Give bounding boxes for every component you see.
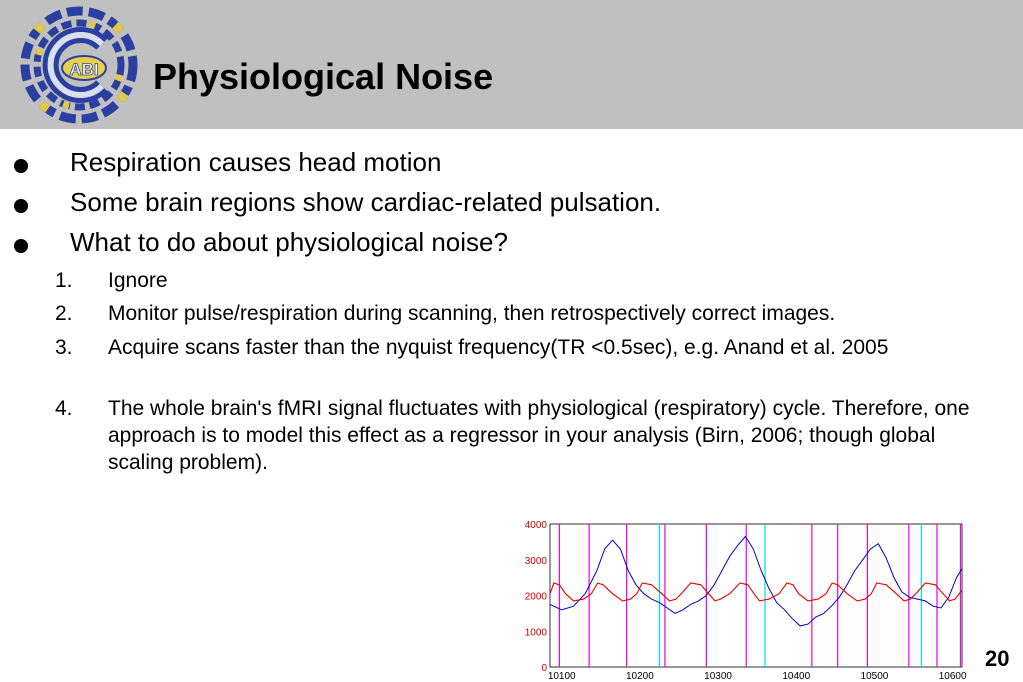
item-text: Ignore: [108, 269, 168, 292]
y-tick-label: 3000: [524, 555, 547, 567]
y-tick-label: 4000: [524, 520, 547, 531]
item-number: 3.: [55, 336, 73, 359]
item-number: 1.: [55, 269, 73, 292]
bullet-item: [0, 147, 1000, 183]
x-tick-label: 10100: [547, 671, 576, 682]
page-number: 20: [985, 646, 1010, 671]
bullet-dot-icon: [14, 159, 28, 173]
header-bar: [0, 0, 1023, 129]
page-title: Physiological Noise: [153, 56, 494, 97]
x-tick-label: 10300: [704, 671, 732, 682]
bullet-item: [0, 187, 1000, 223]
logo-text: ABI: [69, 60, 99, 79]
y-tick-label: 2000: [524, 591, 547, 603]
item-text: Acquire scans faster than the nyquist frequency(TR <0.5sec), e.g. Anand et al. 2005: [108, 336, 889, 359]
y-tick-label: 0: [541, 663, 547, 674]
x-tick-label: 10400: [782, 671, 811, 682]
x-tick-label: 10500: [860, 671, 889, 682]
x-tick-label: 10600: [938, 671, 967, 682]
bullet-text: Some brain regions show cardiac-related pulsation.: [70, 187, 662, 217]
bullet-text: Respiration causes head motion: [70, 147, 442, 177]
physio-signal-chart: [510, 514, 970, 682]
bullet-item: [0, 227, 1000, 263]
item-number: 4.: [55, 397, 73, 420]
bullet-text: What to do about physiological noise?: [70, 227, 508, 257]
abi-logo: [20, 6, 138, 124]
item-number: 2.: [55, 302, 73, 325]
y-tick-label: 1000: [524, 627, 547, 639]
bullet-dot-icon: [14, 239, 28, 253]
bullet-dot-icon: [14, 199, 28, 213]
item-text: The whole brain's fMRI signal fluctuates with physiological (respiratory) cycle. Therefore, one approach is to model this effect as a regressor in your analysis (Birn, 2006; though global scaling problem).: [108, 397, 970, 474]
item-text: Monitor pulse/respiration during scanning, then retrospectively correct images.: [108, 302, 836, 325]
x-tick-label: 10200: [625, 671, 654, 682]
